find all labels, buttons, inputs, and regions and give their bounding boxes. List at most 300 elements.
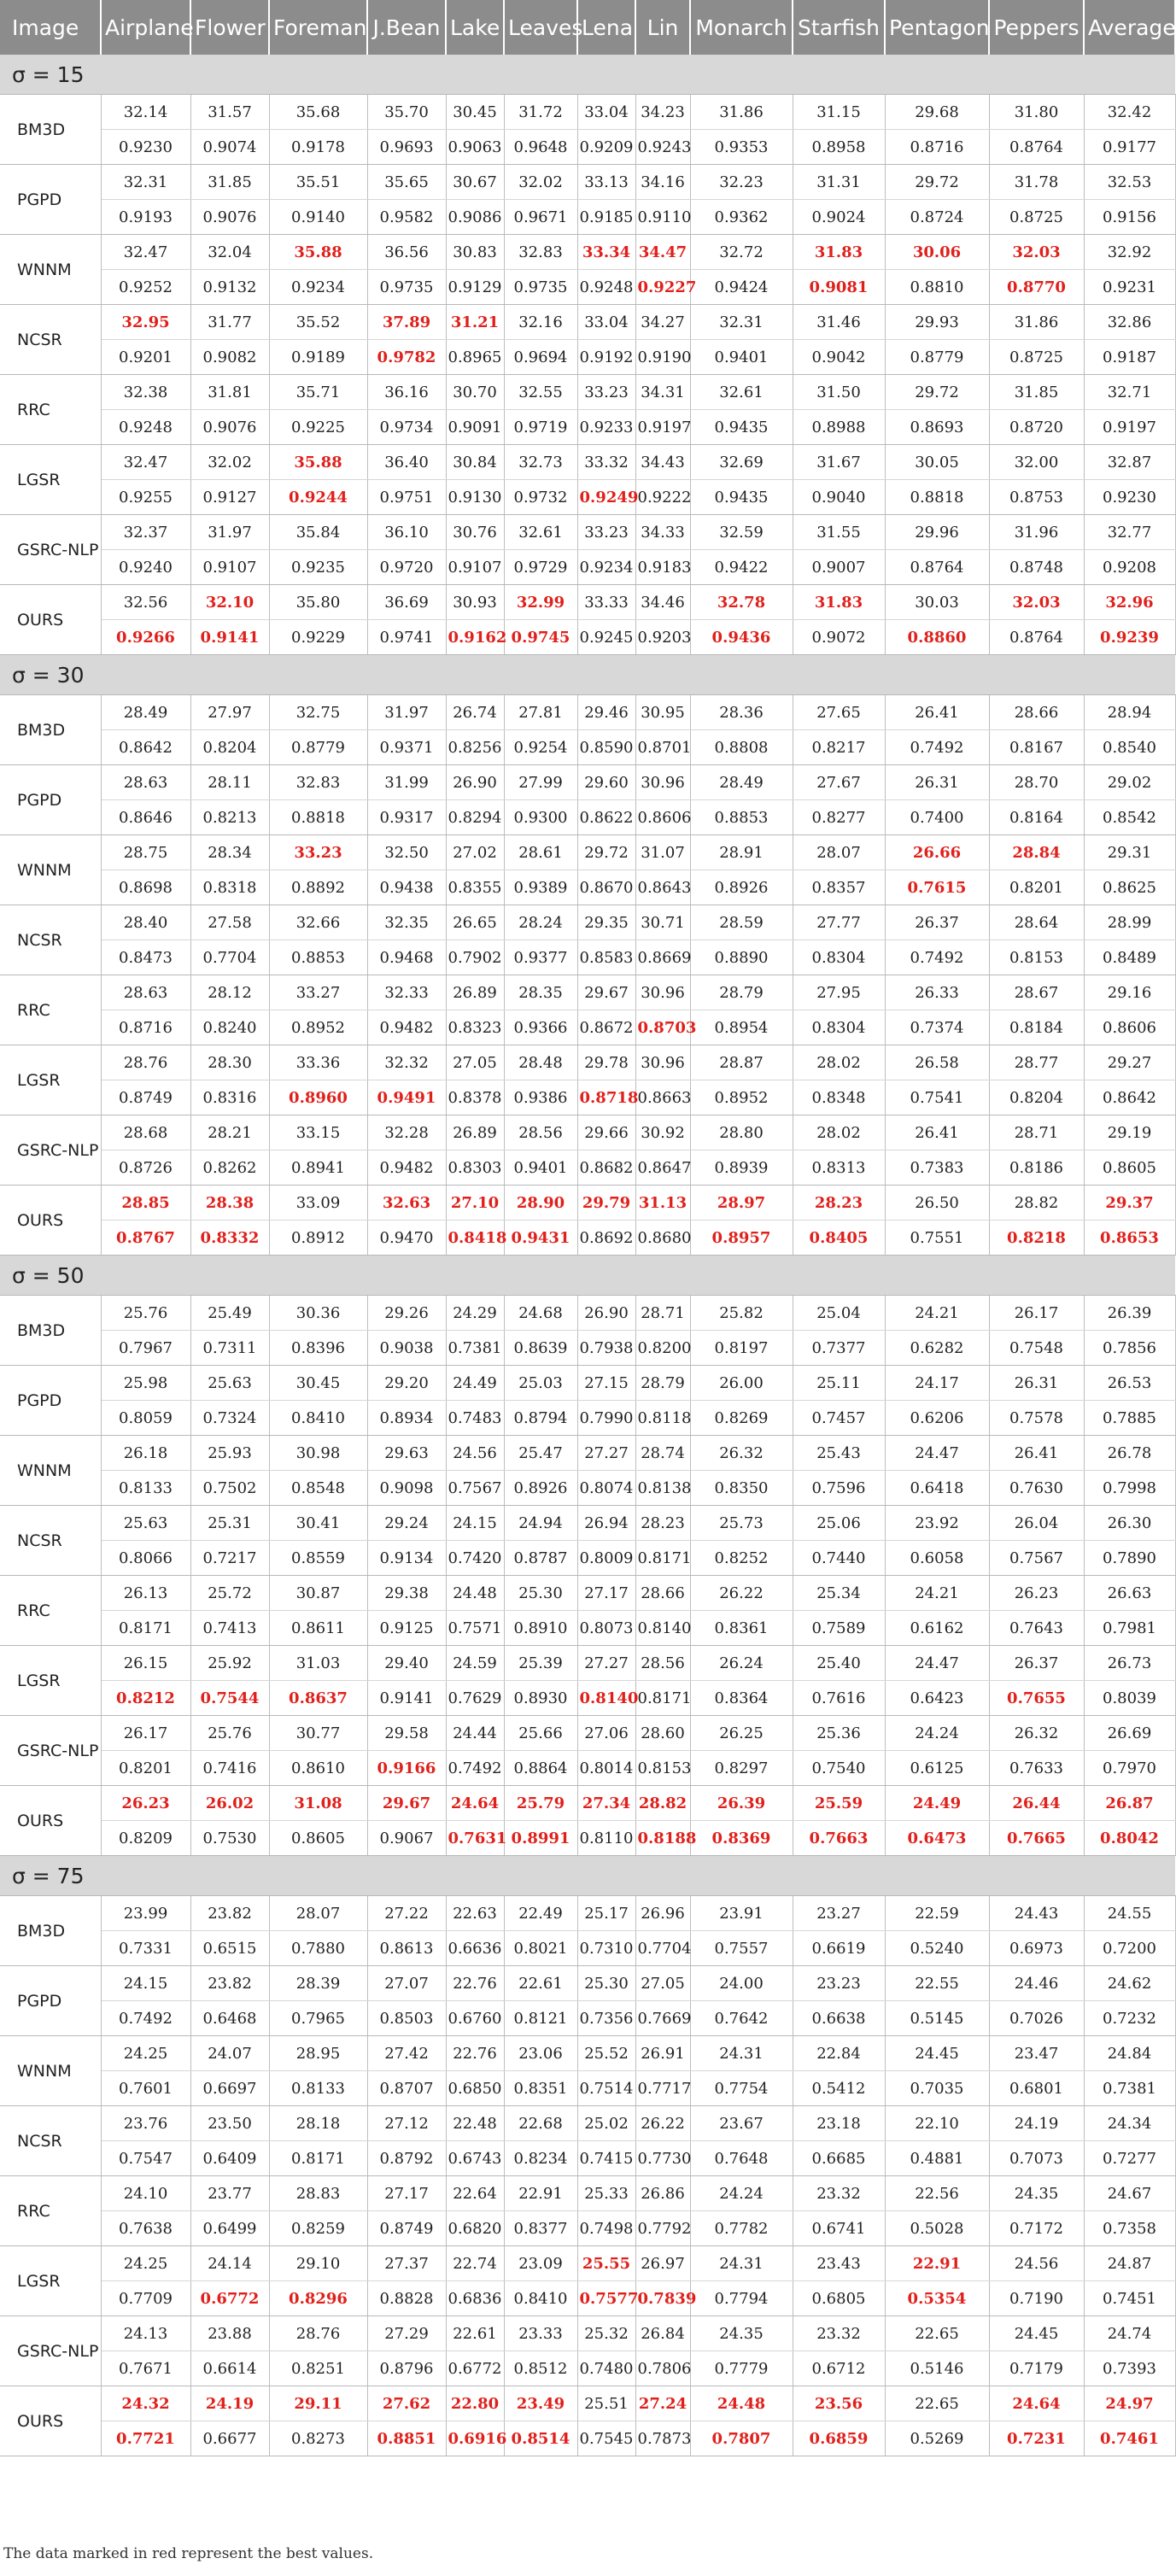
ssim-cell: 0.8110 xyxy=(577,1821,635,1856)
method-psnr-row xyxy=(0,1366,1175,1401)
ssim-cell: 0.9401 xyxy=(690,340,793,375)
ssim-cell: 0.7551 xyxy=(885,1221,989,1256)
psnr-cell: 28.68 xyxy=(101,1115,190,1150)
psnr-cell: 24.67 xyxy=(1084,2176,1175,2211)
method-ssim-row xyxy=(0,1010,1175,1045)
psnr-cell: 28.66 xyxy=(989,695,1084,730)
ssim-cell: 0.9141 xyxy=(367,1681,446,1716)
ssim-cell: 0.8610 xyxy=(269,1751,367,1786)
method-psnr-row xyxy=(0,1045,1175,1080)
ssim-cell: 0.8184 xyxy=(989,1010,1084,1045)
psnr-cell: 28.84 xyxy=(989,835,1084,870)
psnr-cell: 27.65 xyxy=(793,695,885,730)
ssim-cell: 0.8606 xyxy=(635,800,690,835)
psnr-cell: 24.49 xyxy=(446,1366,504,1401)
ssim-cell: 0.9255 xyxy=(101,480,190,515)
column-header-flower: Flower xyxy=(190,0,269,55)
ssim-cell: 0.8716 xyxy=(101,1010,190,1045)
psnr-cell: 35.70 xyxy=(367,95,446,130)
psnr-cell: 29.20 xyxy=(367,1366,446,1401)
psnr-cell: 32.38 xyxy=(101,375,190,410)
psnr-cell: 22.74 xyxy=(446,2246,504,2281)
ssim-cell: 0.6760 xyxy=(446,2001,504,2036)
ssim-cell: 0.9234 xyxy=(577,550,635,585)
psnr-cell: 26.22 xyxy=(690,1576,793,1611)
psnr-cell: 29.27 xyxy=(1084,1045,1175,1080)
ssim-cell: 0.7498 xyxy=(577,2211,635,2246)
method-psnr-row xyxy=(0,2036,1175,2071)
psnr-cell: 36.40 xyxy=(367,445,446,480)
method-psnr-row xyxy=(0,235,1175,270)
psnr-cell: 25.04 xyxy=(793,1296,885,1331)
psnr-cell: 24.56 xyxy=(446,1436,504,1471)
psnr-cell: 30.03 xyxy=(885,585,989,620)
psnr-cell: 22.65 xyxy=(885,2386,989,2421)
ssim-cell: 0.8009 xyxy=(577,1541,635,1576)
method-psnr-row xyxy=(0,2386,1175,2421)
psnr-cell: 27.17 xyxy=(577,1576,635,1611)
psnr-cell: 25.76 xyxy=(190,1716,269,1751)
psnr-cell: 23.50 xyxy=(190,2106,269,2141)
psnr-cell: 24.94 xyxy=(504,1506,577,1541)
ssim-cell: 0.8201 xyxy=(101,1751,190,1786)
psnr-cell: 24.64 xyxy=(446,1786,504,1821)
psnr-cell: 31.83 xyxy=(793,235,885,270)
ssim-cell: 0.7073 xyxy=(989,2141,1084,2176)
ssim-cell: 0.9239 xyxy=(1084,620,1175,655)
ssim-cell: 0.6125 xyxy=(885,1751,989,1786)
ssim-cell: 0.7480 xyxy=(577,2351,635,2386)
ssim-cell: 0.9424 xyxy=(690,270,793,305)
psnr-cell: 26.50 xyxy=(885,1186,989,1221)
ssim-cell: 0.7730 xyxy=(635,2141,690,2176)
psnr-cell: 36.10 xyxy=(367,515,446,550)
ssim-cell: 0.9098 xyxy=(367,1471,446,1506)
psnr-cell: 33.34 xyxy=(577,235,635,270)
ssim-cell: 0.9648 xyxy=(504,130,577,165)
ssim-cell: 0.9240 xyxy=(101,550,190,585)
psnr-cell: 25.63 xyxy=(190,1366,269,1401)
psnr-cell: 29.02 xyxy=(1084,765,1175,800)
psnr-cell: 30.76 xyxy=(446,515,504,550)
psnr-cell: 24.21 xyxy=(885,1296,989,1331)
psnr-cell: 29.35 xyxy=(577,905,635,940)
psnr-cell: 24.49 xyxy=(885,1786,989,1821)
method-psnr-row xyxy=(0,1576,1175,1611)
method-psnr-row xyxy=(0,765,1175,800)
ssim-cell: 0.6677 xyxy=(190,2421,269,2456)
psnr-cell: 30.84 xyxy=(446,445,504,480)
psnr-cell: 31.97 xyxy=(367,695,446,730)
psnr-cell: 32.47 xyxy=(101,445,190,480)
ssim-cell: 0.7779 xyxy=(690,2351,793,2386)
psnr-cell: 27.34 xyxy=(577,1786,635,1821)
psnr-cell: 26.90 xyxy=(446,765,504,800)
ssim-cell: 0.7669 xyxy=(635,2001,690,2036)
ssim-cell: 0.8204 xyxy=(190,730,269,765)
ssim-cell: 0.8707 xyxy=(367,2071,446,2106)
psnr-cell: 25.63 xyxy=(101,1506,190,1541)
ssim-cell: 0.8725 xyxy=(989,200,1084,235)
psnr-cell: 33.32 xyxy=(577,445,635,480)
ssim-cell: 0.9245 xyxy=(577,620,635,655)
psnr-cell: 29.26 xyxy=(367,1296,446,1331)
ssim-cell: 0.9007 xyxy=(793,550,885,585)
psnr-cell: 24.25 xyxy=(101,2246,190,2281)
ssim-cell: 0.8217 xyxy=(793,730,885,765)
psnr-cell: 30.70 xyxy=(446,375,504,410)
psnr-cell: 29.58 xyxy=(367,1716,446,1751)
method-ssim-row xyxy=(0,410,1175,445)
psnr-cell: 23.99 xyxy=(101,1896,190,1931)
psnr-cell: 26.69 xyxy=(1084,1716,1175,1751)
psnr-cell: 33.04 xyxy=(577,305,635,340)
method-ssim-row xyxy=(0,340,1175,375)
psnr-cell: 35.80 xyxy=(269,585,367,620)
psnr-cell: 24.25 xyxy=(101,2036,190,2071)
ssim-cell: 0.6805 xyxy=(793,2281,885,2316)
psnr-cell: 26.13 xyxy=(101,1576,190,1611)
psnr-cell: 31.85 xyxy=(190,165,269,200)
psnr-cell: 22.61 xyxy=(446,2316,504,2351)
psnr-cell: 35.88 xyxy=(269,445,367,480)
ssim-cell: 0.7451 xyxy=(1084,2281,1175,2316)
column-header-pentagon: Pentagon xyxy=(885,0,989,55)
ssim-cell: 0.7638 xyxy=(101,2211,190,2246)
psnr-cell: 32.83 xyxy=(504,235,577,270)
ssim-cell: 0.9266 xyxy=(101,620,190,655)
ssim-cell: 0.9435 xyxy=(690,480,793,515)
psnr-cell: 33.23 xyxy=(269,835,367,870)
ssim-cell: 0.8316 xyxy=(190,1080,269,1115)
psnr-cell: 26.41 xyxy=(885,695,989,730)
ssim-cell: 0.8718 xyxy=(577,1080,635,1115)
ssim-cell: 0.8818 xyxy=(269,800,367,835)
ssim-cell: 0.6741 xyxy=(793,2211,885,2246)
psnr-cell: 24.74 xyxy=(1084,2316,1175,2351)
psnr-cell: 32.83 xyxy=(269,765,367,800)
ssim-cell: 0.8864 xyxy=(504,1751,577,1786)
ssim-cell: 0.8646 xyxy=(101,800,190,835)
ssim-cell: 0.7413 xyxy=(190,1611,269,1646)
psnr-cell: 25.73 xyxy=(690,1506,793,1541)
ssim-cell: 0.8234 xyxy=(504,2141,577,2176)
ssim-cell: 0.9225 xyxy=(269,410,367,445)
ssim-cell: 0.8991 xyxy=(504,1821,577,1856)
psnr-cell: 26.96 xyxy=(635,1896,690,1931)
column-header-airplane: Airplane xyxy=(101,0,190,55)
footnote: The data marked in red represent the best values. xyxy=(3,2545,374,2562)
ssim-cell: 0.9401 xyxy=(504,1150,577,1186)
method-ssim-row xyxy=(0,1331,1175,1366)
ssim-cell: 0.9234 xyxy=(269,270,367,305)
ssim-cell: 0.7938 xyxy=(577,1331,635,1366)
psnr-cell: 25.52 xyxy=(577,2036,635,2071)
ssim-cell: 0.9693 xyxy=(367,130,446,165)
ssim-cell: 0.8625 xyxy=(1084,870,1175,905)
psnr-cell: 26.17 xyxy=(989,1296,1084,1331)
column-header-image: Image xyxy=(0,0,101,55)
psnr-cell: 28.67 xyxy=(989,975,1084,1010)
psnr-cell: 30.06 xyxy=(885,235,989,270)
psnr-cell: 34.16 xyxy=(635,165,690,200)
ssim-cell: 0.8724 xyxy=(885,200,989,235)
method-ssim-row xyxy=(0,800,1175,835)
psnr-cell: 30.93 xyxy=(446,585,504,620)
ssim-cell: 0.9230 xyxy=(101,130,190,165)
method-name: RRC xyxy=(0,375,101,445)
ssim-cell: 0.7541 xyxy=(885,1080,989,1115)
psnr-cell: 24.47 xyxy=(885,1436,989,1471)
psnr-cell: 24.48 xyxy=(446,1576,504,1611)
psnr-cell: 27.02 xyxy=(446,835,504,870)
ssim-cell: 0.9127 xyxy=(190,480,269,515)
ssim-cell: 0.8252 xyxy=(690,1541,793,1576)
ssim-cell: 0.7383 xyxy=(885,1150,989,1186)
method-ssim-row xyxy=(0,1401,1175,1436)
psnr-cell: 27.97 xyxy=(190,695,269,730)
method-ssim-row xyxy=(0,2071,1175,2106)
ssim-cell: 0.9072 xyxy=(793,620,885,655)
psnr-cell: 27.24 xyxy=(635,2386,690,2421)
ssim-cell: 0.8716 xyxy=(885,130,989,165)
ssim-cell: 0.6973 xyxy=(989,1931,1084,1966)
method-ssim-row xyxy=(0,1221,1175,1256)
ssim-cell: 0.9192 xyxy=(577,340,635,375)
psnr-cell: 36.56 xyxy=(367,235,446,270)
psnr-cell: 26.33 xyxy=(885,975,989,1010)
ssim-cell: 0.6685 xyxy=(793,2141,885,2176)
ssim-cell: 0.7717 xyxy=(635,2071,690,2106)
ssim-cell: 0.9227 xyxy=(635,270,690,305)
psnr-cell: 28.91 xyxy=(690,835,793,870)
ssim-cell: 0.8262 xyxy=(190,1150,269,1186)
ssim-cell: 0.7902 xyxy=(446,940,504,975)
psnr-cell: 32.59 xyxy=(690,515,793,550)
ssim-cell: 0.9162 xyxy=(446,620,504,655)
method-ssim-row xyxy=(0,730,1175,765)
ssim-cell: 0.8965 xyxy=(446,340,504,375)
ssim-cell: 0.7381 xyxy=(446,1331,504,1366)
ssim-cell: 0.9389 xyxy=(504,870,577,905)
psnr-cell: 29.16 xyxy=(1084,975,1175,1010)
ssim-cell: 0.6423 xyxy=(885,1681,989,1716)
psnr-cell: 32.66 xyxy=(269,905,367,940)
column-header-foreman: Foreman xyxy=(269,0,367,55)
psnr-cell: 25.33 xyxy=(577,2176,635,2211)
ssim-cell: 0.8378 xyxy=(446,1080,504,1115)
ssim-cell: 0.8021 xyxy=(504,1931,577,1966)
method-ssim-row xyxy=(0,1821,1175,1856)
ssim-cell: 0.8669 xyxy=(635,940,690,975)
column-header-lake: Lake xyxy=(446,0,504,55)
psnr-cell: 25.31 xyxy=(190,1506,269,1541)
ssim-cell: 0.9353 xyxy=(690,130,793,165)
ssim-cell: 0.8323 xyxy=(446,1010,504,1045)
method-psnr-row xyxy=(0,515,1175,550)
psnr-cell: 29.72 xyxy=(885,165,989,200)
ssim-cell: 0.9431 xyxy=(504,1221,577,1256)
ssim-cell: 0.7754 xyxy=(690,2071,793,2106)
psnr-cell: 32.96 xyxy=(1084,585,1175,620)
ssim-cell: 0.8622 xyxy=(577,800,635,835)
ssim-cell: 0.7967 xyxy=(101,1331,190,1366)
psnr-cell: 24.15 xyxy=(101,1966,190,2001)
psnr-cell: 28.97 xyxy=(690,1186,793,1221)
method-ssim-row xyxy=(0,1080,1175,1115)
psnr-cell: 22.49 xyxy=(504,1896,577,1931)
method-ssim-row xyxy=(0,550,1175,585)
ssim-cell: 0.7567 xyxy=(989,1541,1084,1576)
ssim-cell: 0.9249 xyxy=(577,480,635,515)
ssim-cell: 0.8939 xyxy=(690,1150,793,1186)
method-name: BM3D xyxy=(0,1296,101,1366)
psnr-cell: 23.32 xyxy=(793,2176,885,2211)
psnr-cell: 24.17 xyxy=(885,1366,989,1401)
ssim-cell: 0.4881 xyxy=(885,2141,989,2176)
ssim-cell: 0.9741 xyxy=(367,620,446,655)
psnr-cell: 24.34 xyxy=(1084,2106,1175,2141)
ssim-cell: 0.8548 xyxy=(269,1471,367,1506)
method-name: GSRC-NLP xyxy=(0,1716,101,1786)
ssim-cell: 0.8197 xyxy=(690,1331,793,1366)
ssim-cell: 0.8153 xyxy=(989,940,1084,975)
ssim-cell: 0.7615 xyxy=(885,870,989,905)
ssim-cell: 0.5146 xyxy=(885,2351,989,2386)
ssim-cell: 0.7856 xyxy=(1084,1331,1175,1366)
psnr-cell: 23.92 xyxy=(885,1506,989,1541)
psnr-cell: 25.72 xyxy=(190,1576,269,1611)
psnr-cell: 23.67 xyxy=(690,2106,793,2141)
psnr-cell: 24.24 xyxy=(885,1716,989,1751)
psnr-cell: 23.27 xyxy=(793,1896,885,1931)
ssim-cell: 0.9745 xyxy=(504,620,577,655)
psnr-cell: 28.59 xyxy=(690,905,793,940)
method-psnr-row xyxy=(0,305,1175,340)
ssim-cell: 0.9482 xyxy=(367,1150,446,1186)
ssim-cell: 0.8952 xyxy=(269,1010,367,1045)
psnr-cell: 28.77 xyxy=(989,1045,1084,1080)
psnr-cell: 32.02 xyxy=(504,165,577,200)
psnr-cell: 32.31 xyxy=(101,165,190,200)
ssim-cell: 0.7873 xyxy=(635,2421,690,2456)
ssim-cell: 0.7601 xyxy=(101,2071,190,2106)
column-header-starfish: Starfish xyxy=(793,0,885,55)
psnr-cell: 24.62 xyxy=(1084,1966,1175,2001)
psnr-cell: 27.27 xyxy=(577,1646,635,1681)
psnr-cell: 24.21 xyxy=(885,1576,989,1611)
psnr-cell: 26.53 xyxy=(1084,1366,1175,1401)
ssim-cell: 0.8542 xyxy=(1084,800,1175,835)
ssim-cell: 0.9193 xyxy=(101,200,190,235)
psnr-cell: 28.74 xyxy=(635,1436,690,1471)
sigma-label: σ = 15 xyxy=(0,55,1175,95)
column-header-lena: Lena xyxy=(577,0,635,55)
ssim-cell: 0.8410 xyxy=(269,1401,367,1436)
method-ssim-row xyxy=(0,2001,1175,2036)
ssim-cell: 0.8201 xyxy=(989,870,1084,905)
ssim-cell: 0.9110 xyxy=(635,200,690,235)
ssim-cell: 0.8952 xyxy=(690,1080,793,1115)
psnr-cell: 28.76 xyxy=(269,2316,367,2351)
psnr-cell: 30.71 xyxy=(635,905,690,940)
ssim-cell: 0.7571 xyxy=(446,1611,504,1646)
ssim-cell: 0.7172 xyxy=(989,2211,1084,2246)
method-name: LGSR xyxy=(0,2246,101,2316)
ssim-cell: 0.8218 xyxy=(989,1221,1084,1256)
method-ssim-row xyxy=(0,2421,1175,2456)
ssim-cell: 0.7502 xyxy=(190,1471,269,1506)
ssim-cell: 0.7492 xyxy=(446,1751,504,1786)
ssim-cell: 0.7629 xyxy=(446,1681,504,1716)
psnr-cell: 26.22 xyxy=(635,2106,690,2141)
method-psnr-row xyxy=(0,2106,1175,2141)
ssim-cell: 0.8851 xyxy=(367,2421,446,2456)
method-psnr-row xyxy=(0,2316,1175,2351)
method-psnr-row xyxy=(0,1646,1175,1681)
psnr-cell: 27.05 xyxy=(446,1045,504,1080)
ssim-cell: 0.8213 xyxy=(190,800,269,835)
psnr-cell: 24.48 xyxy=(690,2386,793,2421)
ssim-cell: 0.9086 xyxy=(446,200,504,235)
psnr-cell: 25.06 xyxy=(793,1506,885,1541)
psnr-cell: 32.03 xyxy=(989,235,1084,270)
ssim-cell: 0.7461 xyxy=(1084,2421,1175,2456)
psnr-cell: 36.16 xyxy=(367,375,446,410)
psnr-cell: 26.17 xyxy=(101,1716,190,1751)
method-psnr-row xyxy=(0,1896,1175,1931)
psnr-cell: 28.87 xyxy=(690,1045,793,1080)
ssim-cell: 0.6473 xyxy=(885,1821,989,1856)
ssim-cell: 0.8351 xyxy=(504,2071,577,2106)
psnr-cell: 25.76 xyxy=(101,1296,190,1331)
psnr-cell: 27.29 xyxy=(367,2316,446,2351)
ssim-cell: 0.7631 xyxy=(446,1821,504,1856)
method-name: GSRC-NLP xyxy=(0,1115,101,1186)
psnr-cell: 29.72 xyxy=(577,835,635,870)
ssim-cell: 0.8277 xyxy=(793,800,885,835)
psnr-cell: 29.46 xyxy=(577,695,635,730)
ssim-cell: 0.7981 xyxy=(1084,1611,1175,1646)
psnr-cell: 27.12 xyxy=(367,2106,446,2141)
ssim-cell: 0.8171 xyxy=(101,1611,190,1646)
ssim-cell: 0.9377 xyxy=(504,940,577,975)
ssim-cell: 0.7374 xyxy=(885,1010,989,1045)
psnr-cell: 22.64 xyxy=(446,2176,504,2211)
psnr-cell: 32.00 xyxy=(989,445,1084,480)
psnr-cell: 25.59 xyxy=(793,1786,885,1821)
ssim-cell: 0.9038 xyxy=(367,1331,446,1366)
method-psnr-row xyxy=(0,2176,1175,2211)
method-psnr-row xyxy=(0,1966,1175,2001)
ssim-cell: 0.8725 xyxy=(989,340,1084,375)
psnr-cell: 31.81 xyxy=(190,375,269,410)
method-ssim-row xyxy=(0,480,1175,515)
psnr-cell: 33.15 xyxy=(269,1115,367,1150)
psnr-cell: 24.35 xyxy=(690,2316,793,2351)
psnr-cell: 28.90 xyxy=(504,1186,577,1221)
column-header-leaves: Leaves xyxy=(504,0,577,55)
ssim-cell: 0.9671 xyxy=(504,200,577,235)
ssim-cell: 0.7547 xyxy=(101,2141,190,2176)
ssim-cell: 0.9063 xyxy=(446,130,504,165)
psnr-cell: 28.38 xyxy=(190,1186,269,1221)
ssim-cell: 0.7200 xyxy=(1084,1931,1175,1966)
psnr-cell: 32.78 xyxy=(690,585,793,620)
ssim-cell: 0.8796 xyxy=(367,2351,446,2386)
ssim-cell: 0.8512 xyxy=(504,2351,577,2386)
psnr-cell: 26.39 xyxy=(1084,1296,1175,1331)
